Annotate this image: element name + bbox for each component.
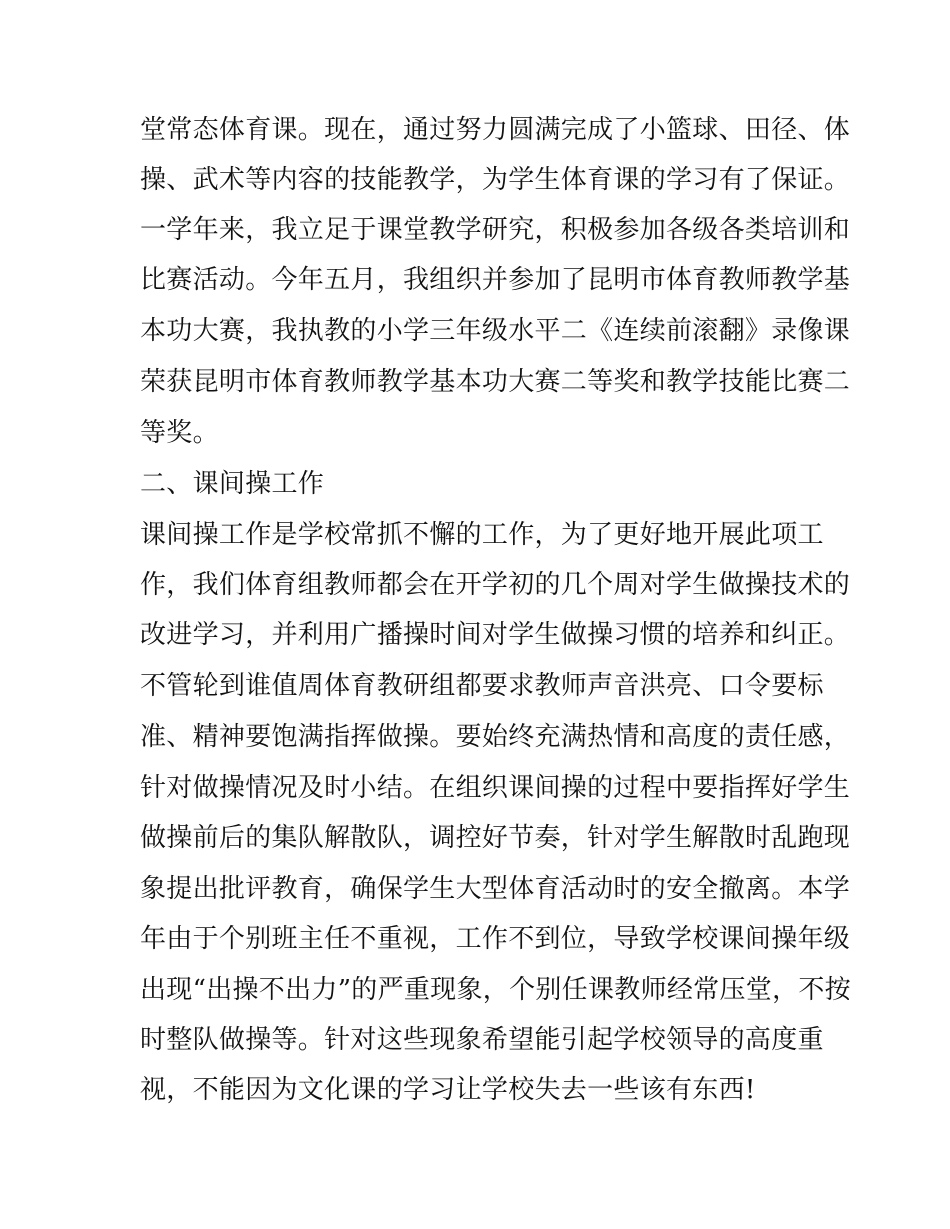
paragraph-line: 准、精神要饱满指挥做操。要始终充满热情和高度的责任感， [140, 722, 851, 752]
paragraph-line: 针对做操情况及时小结。在组织课间操的过程中要指挥好学生 [140, 773, 851, 803]
section-heading: 二、课间操工作 [140, 469, 325, 499]
paragraph-line: 年由于个别班主任不重视，工作不到位，导致学校课间操年级 [140, 924, 851, 954]
paragraph-line: 不管轮到谁值周体育教研组都要求教师声音洪亮、口令要标 [140, 671, 824, 701]
paragraph-line: 时整队做操等。针对这些现象希望能引起学校领导的高度重 [140, 1025, 824, 1055]
paragraph-line: 视，不能因为文化课的学习让学校失去一些该有东西! [140, 1075, 756, 1105]
paragraph-line: 操、武术等内容的技能教学，为学生体育课的学习有了保证。 [140, 165, 851, 195]
paragraph-line: 一学年来，我立足于课堂教学研究，积极参加各级各类培训和 [140, 215, 851, 245]
paragraph-line: 课间操工作是学校常抓不懈的工作，为了更好地开展此项工 [140, 520, 824, 550]
paragraph-line: 本功大赛，我执教的小学三年级水平二《连续前滚翻》录像课 [140, 316, 851, 346]
paragraph-line: 作，我们体育组教师都会在开学初的几个周对学生做操技术的 [140, 570, 851, 600]
paragraph-line: 比赛活动。今年五月，我组织并参加了昆明市体育教师教学基 [140, 265, 851, 295]
paragraph-line: 改进学习，并利用广播操时间对学生做操习惯的培养和纠正。 [140, 620, 851, 650]
paragraph-line: 堂常态体育课。现在，通过努力圆满完成了小篮球、田径、体 [140, 115, 851, 145]
paragraph-line: 等奖。 [140, 418, 219, 448]
paragraph-line: 做操前后的集队解散队，调控好节奏，针对学生解散时乱跑现 [140, 823, 851, 853]
paragraph-line: 荣获昆明市体育教师教学基本功大赛二等奖和教学技能比赛二 [140, 367, 851, 397]
paragraph-line: 出现“出操不出力”的严重现象，个别任课教师经常压堂，不按 [140, 975, 851, 1005]
paragraph-line: 象提出批评教育，确保学生大型体育活动时的安全撤离。本学 [140, 874, 851, 904]
